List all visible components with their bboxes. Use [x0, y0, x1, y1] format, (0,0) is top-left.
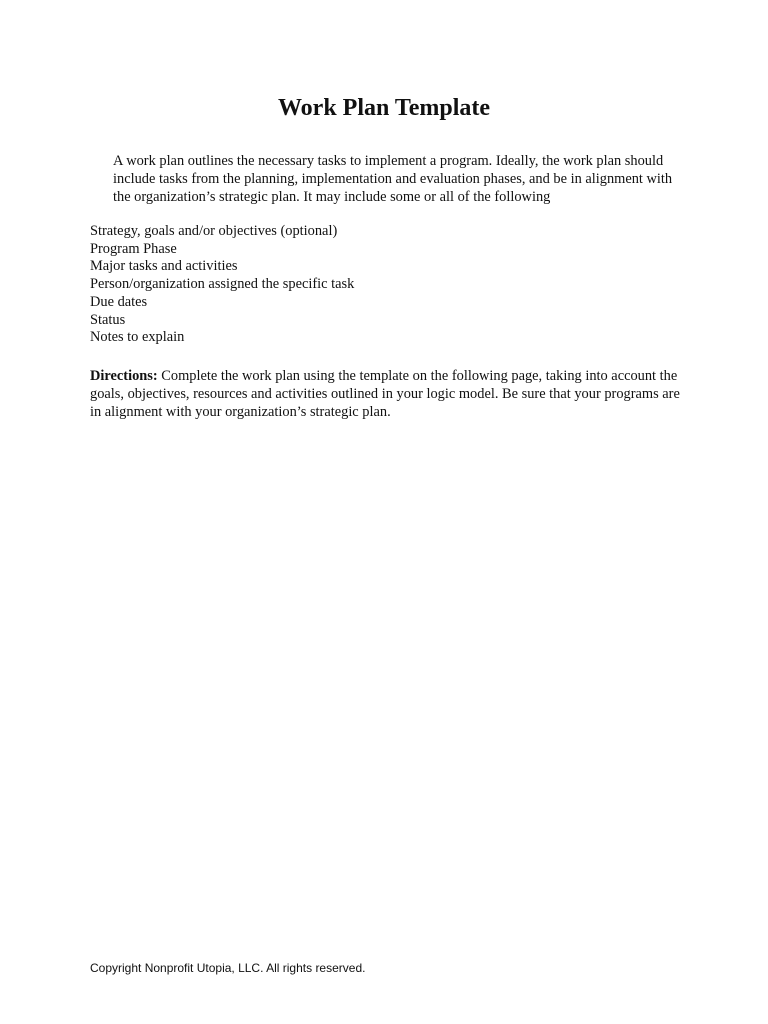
list-item: Notes to explain: [90, 329, 185, 346]
list-item: Strategy, goals and/or objectives (optional): [90, 223, 338, 239]
page-title: Work Plan Template: [277, 95, 491, 121]
list-item: Program Phase: [90, 240, 177, 257]
work-plan-elements-list: [90, 223, 690, 347]
directions-text: Complete the work plan using the template on the following page, taking into account the goals, objectives, resources and activities outlined in your logic model. Be sure that your programs are in alignment with your organization’s strategic plan.: [90, 368, 680, 420]
directions-paragraph: [90, 367, 680, 421]
list-item: Person/organization assigned the specific task: [90, 276, 355, 293]
list-item: Due dates: [90, 293, 148, 310]
intro-paragraph: A work plan outlines the necessary tasks to implement a program. Ideally, the work plan should include tasks from the planning, implementation and evaluation phases, and be in alignment with the organization’s strategic plan. It may include some or all of the following: [113, 153, 673, 205]
copyright-footer: Copyright Nonprofit Utopia, LLC. All rights reserved.: [90, 961, 366, 975]
directions-label: Directions:: [90, 368, 158, 384]
list-item: Status: [90, 311, 126, 328]
list-item: Major tasks and activities: [90, 258, 238, 275]
